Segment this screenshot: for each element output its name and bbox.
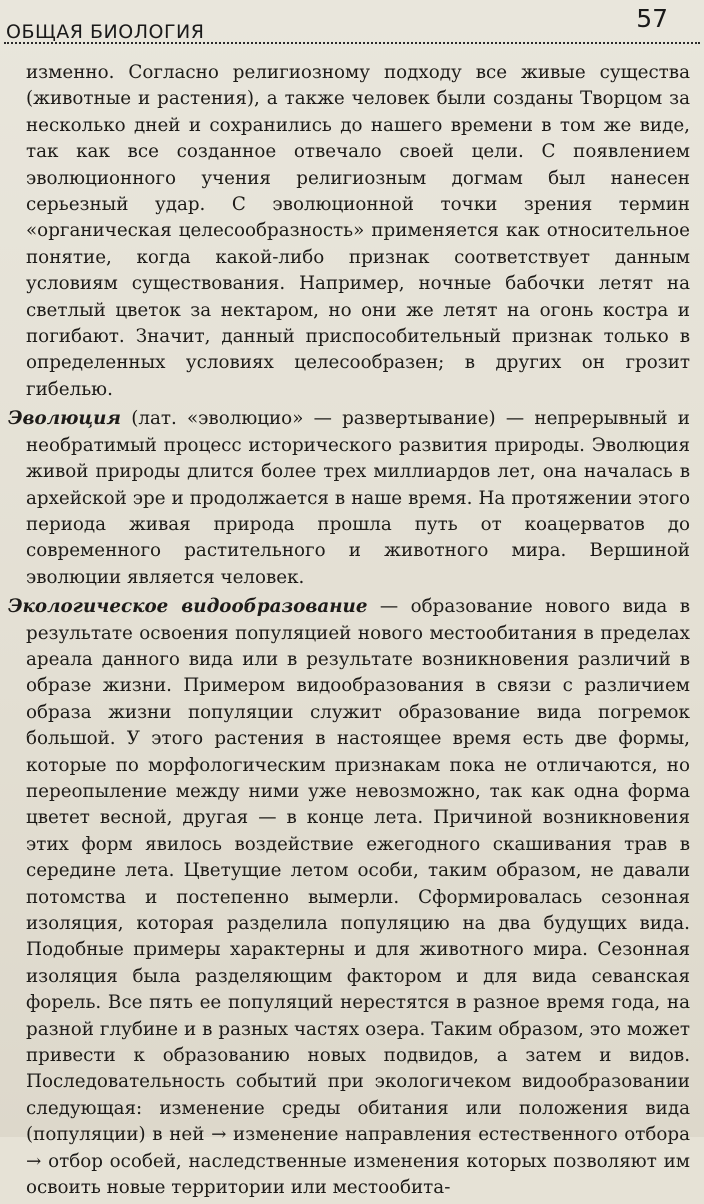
header-rule: [4, 42, 700, 44]
page-body: [8, 60, 690, 1204]
page-number: 57: [636, 4, 668, 33]
entry-definition: — образование нового вида в результате освоения популяцией нового местообитания в пределах ареала данного вида или в результате возникновения различий в образе жизни. Примером видообразования в связи с различием образа жизни популяции служит образование вида погремок большой. У этого растения в настоящее время есть две формы, которые по морфологическим признакам пока не отличаются, но переопыление между ними уже невозможно, так как одна форма цветет весной, другая — в конце лета. Причиной возникновения этих форм явилось воздействие ежегодного скашивания трав в середине лета. Цветущие летом особи, таким образом, не давали потомства и постепенно вымерли. Сформировалась сезонная изоляция, которая разделила популяцию на два будущих вида. Подобные примеры характерны и для животного мира. Сезонная изоляция была разделяющим фактором и для вида севанская форель. Все пять ее популяций нерестятся в разное время года, на разной глубине и в разных частях озера. Таким образом, это может привести к образованию новых подвидов, а затем и видов. Последовательность событий при экологичеком видообразовании следующая: изменение среды обитания или положения вида (популяции) в ней → изменение направления естественного отбора → отбор особей, наследственные изменения которых позволяют им освоить новые территории или местообита-: [26, 596, 690, 1199]
running-head: ОБЩАЯ БИОЛОГИЯ: [6, 21, 205, 43]
entry-evolution: [8, 406, 690, 591]
entry-term: Экологическое видообразование: [8, 596, 368, 618]
entry-term: Эволюция: [8, 408, 121, 430]
page-header: [0, 0, 704, 46]
entry-ecological-speciation: [8, 594, 690, 1201]
continuation-paragraph: изменно. Согласно религиозному подходу все живые существа (животные и растения), а также человек были созданы Творцом за несколько дней и сохранились до нашего времени в том же виде, так как все созданное отвечало своей цели. С появлением эволюционного учения религиозным догмам был нанесен серьезный удар. С эволюционной точки зрения термин «органическая целесообразность» применяется как относительное понятие, когда какой-либо признак соответствует данным условиям существования. Например, ночные бабочки летят на светлый цветок за нектаром, но они же летят на огонь костра и погибают. Значит, данный приспособительный признак только в определенных условиях целесообразен; в других он грозит гибелью.: [26, 62, 690, 400]
entry-definition: (лат. «эволюцио» — развертывание) — непрерывный и необратимый процесс исторического развития природы. Эволюция живой природы длится более трех миллиардов лет, она началась в архейской эре и продолжается в наше время. На протяжении этого периода живая природа прошла путь от коацерватов до современного растительного и животного мира. Вершиной эволюции является человек.: [26, 408, 690, 588]
